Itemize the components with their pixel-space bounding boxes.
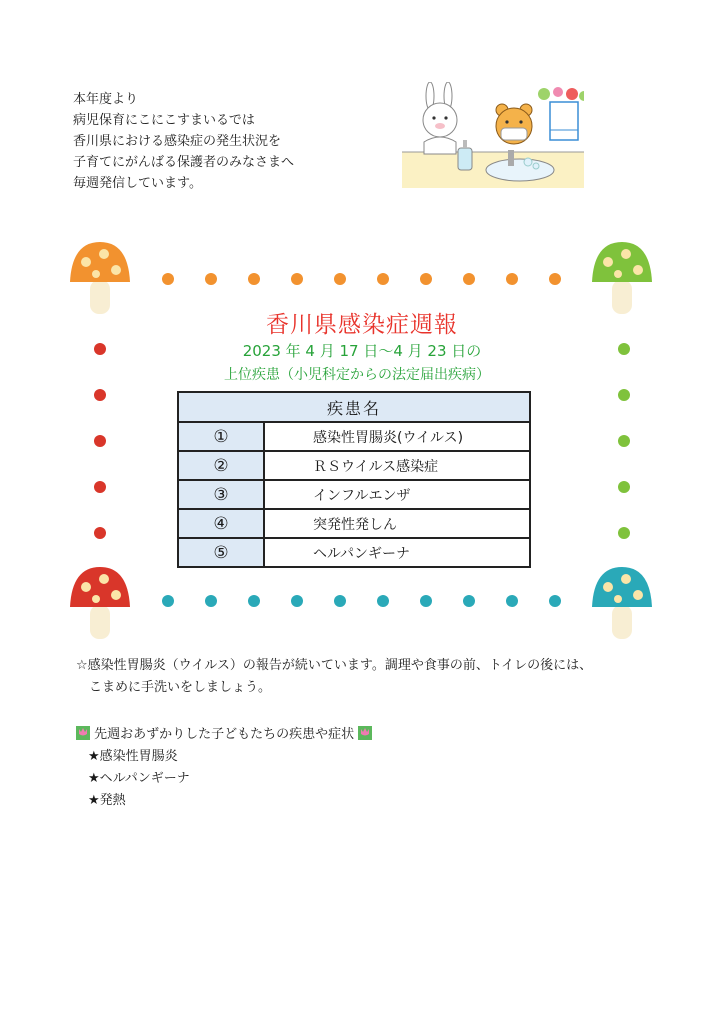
frame-dot <box>334 273 346 285</box>
table-row <box>178 451 530 480</box>
report-subtitle: 上位疾患（小児科定からの法定届出疾病） <box>224 367 490 383</box>
soap-bottle-icon <box>458 140 472 170</box>
intro-line: 病児保育にこにこすまいるでは <box>73 113 255 128</box>
frame-dot <box>618 435 630 447</box>
frame-dot <box>618 481 630 493</box>
list-item: ★感染性胃腸炎 <box>88 749 178 764</box>
table-header-row <box>178 392 530 422</box>
report-title: 香川県感染症週報 <box>266 312 458 338</box>
disease-cell: 突発性発しん <box>264 509 530 538</box>
frame-dot <box>618 389 630 401</box>
frame-dot <box>420 595 432 607</box>
handwashing-illustration <box>402 82 584 188</box>
frame-dot <box>248 595 260 607</box>
disease-cell: 感染性胃腸炎(ウイルス) <box>264 422 530 451</box>
tulip-icon <box>76 726 90 740</box>
frame-dot <box>618 527 630 539</box>
frame-dot <box>205 273 217 285</box>
frame-dot <box>291 595 303 607</box>
weekly-heading-row <box>76 724 372 746</box>
list-item: ★発熱 <box>88 793 126 808</box>
frame-dot <box>94 435 106 447</box>
intro-line: 香川県における感染症の発生状況を <box>73 134 282 149</box>
rank-cell: ⑤ <box>178 538 264 567</box>
frame-dot <box>506 273 518 285</box>
frame-dot <box>205 595 217 607</box>
disease-cell: ヘルパンギーナ <box>264 538 530 567</box>
table-row <box>178 422 530 451</box>
tulip-icon <box>358 726 372 740</box>
weekly-heading: 先週おあずかりした子どもたちの疾患や症状 <box>94 727 355 742</box>
flowers-icon <box>538 87 584 101</box>
disease-ranking-table <box>177 391 531 568</box>
frame-dot <box>162 595 174 607</box>
disease-cell: インフルエンザ <box>264 480 530 509</box>
towel-icon <box>550 102 578 140</box>
rank-cell: ① <box>178 422 264 451</box>
frame-dot <box>549 595 561 607</box>
mushroom-teal-icon <box>590 565 654 641</box>
intro-line: 子育てにがんばる保護者のみなさまへ <box>73 155 295 170</box>
frame-dot <box>420 273 432 285</box>
intro-line: 本年度より <box>73 92 139 107</box>
rank-cell: ③ <box>178 480 264 509</box>
frame-dot <box>463 595 475 607</box>
table-row <box>178 538 530 567</box>
frame-dot <box>506 595 518 607</box>
rank-cell: ④ <box>178 509 264 538</box>
note-line: こまめに手洗いをしましょう。 <box>89 680 272 695</box>
table-row <box>178 509 530 538</box>
frame-dot <box>377 273 389 285</box>
intro-line: 毎週発信しています。 <box>73 176 202 191</box>
frame-dot <box>463 273 475 285</box>
table-row <box>178 480 530 509</box>
symptom-list <box>76 746 372 812</box>
report-period: 2023 年 4 月 17 日～4 月 23 日の <box>242 342 482 360</box>
mushroom-green-icon <box>590 240 654 316</box>
rank-cell: ② <box>178 451 264 480</box>
table-header: 疾患名 <box>178 392 530 422</box>
frame-dot <box>549 273 561 285</box>
bear-icon <box>496 104 532 144</box>
frame-dot <box>94 389 106 401</box>
frame-dot <box>291 273 303 285</box>
disease-cell: ＲＳウイルス感染症 <box>264 451 530 480</box>
weekly-symptoms <box>76 724 372 812</box>
frame-dot <box>248 273 260 285</box>
intro-text <box>73 89 294 194</box>
mushroom-red-icon <box>68 565 132 641</box>
note-line: ☆感染性胃腸炎（ウイルス）の報告が続いています。調理や食事の前、トイレの後には、 <box>76 658 593 673</box>
list-item: ★ヘルパンギーナ <box>88 771 190 786</box>
frame-dot <box>94 527 106 539</box>
frame-dot <box>377 595 389 607</box>
frame-dot <box>94 481 106 493</box>
bunny-icon <box>423 82 457 154</box>
advisory-note <box>76 655 676 699</box>
mushroom-orange-icon <box>68 240 132 316</box>
frame-dot <box>162 273 174 285</box>
frame-dot <box>334 595 346 607</box>
